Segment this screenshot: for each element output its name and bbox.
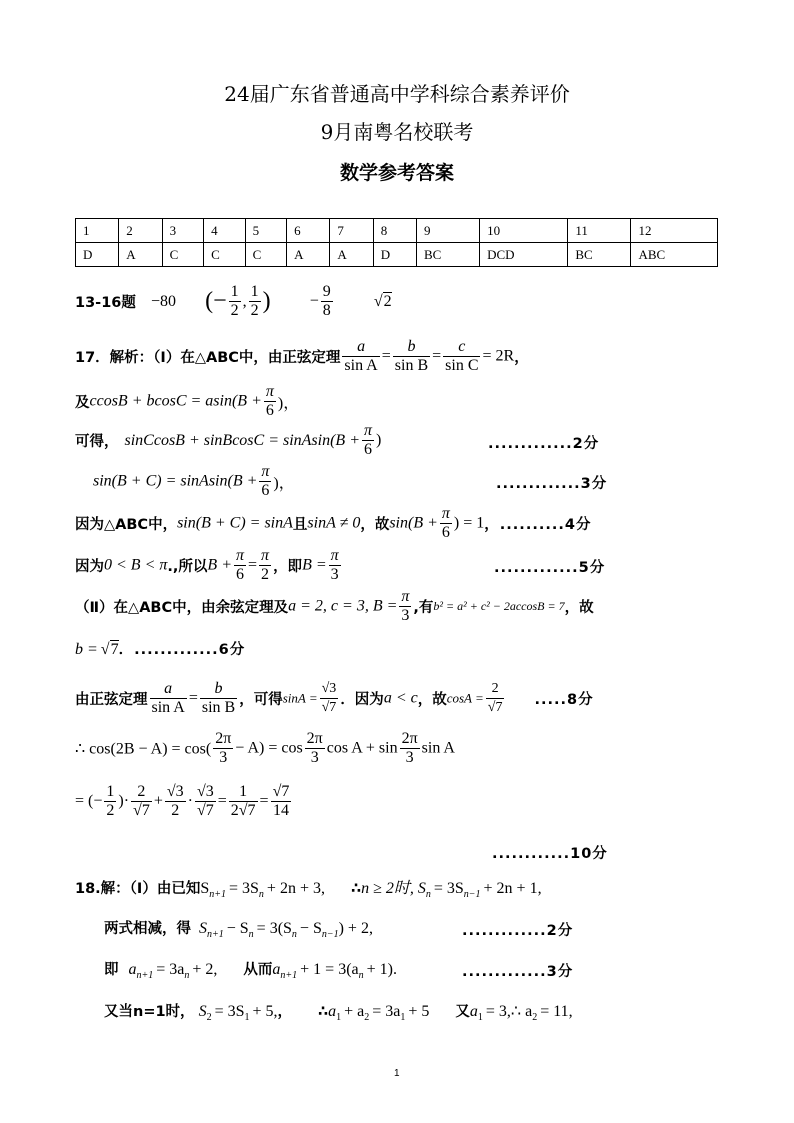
- subscript: n+1: [136, 970, 154, 982]
- subscript: n: [184, 970, 190, 982]
- frac-den: sin A: [151, 699, 185, 716]
- q17-line4: [93, 463, 295, 500]
- frac-den: 3: [330, 566, 339, 583]
- frac-num: π: [261, 463, 270, 480]
- frac-den: 6: [236, 566, 244, 583]
- question-number: 2: [119, 219, 162, 243]
- frac-den: 2: [106, 802, 115, 819]
- frac-num: π: [236, 547, 245, 564]
- expr: + a: [344, 1003, 365, 1020]
- text: 从而: [243, 962, 273, 978]
- question-number: 11: [568, 219, 631, 243]
- expr: + 5,: [252, 1003, 278, 1020]
- expr: ·: [187, 792, 193, 810]
- frac-den: 6: [364, 441, 372, 458]
- frac-num: √3: [166, 783, 184, 800]
- answer-cell: BC: [416, 243, 479, 267]
- expr: S: [199, 920, 207, 937]
- frac-den: 3: [405, 749, 414, 766]
- frac-den: √7: [321, 700, 337, 715]
- frac-den: 2√7: [230, 802, 256, 819]
- expr: = 3S: [229, 880, 259, 897]
- subscript: n+1: [207, 929, 224, 941]
- q17-line3: [75, 422, 381, 459]
- subscript: 1: [336, 1012, 342, 1024]
- q17-line9: [75, 680, 594, 717]
- frac-num: π: [441, 505, 450, 522]
- expr: =: [259, 792, 269, 810]
- frac-num: √7: [272, 783, 290, 800]
- frac-num: 1: [229, 783, 258, 802]
- score-mark: .............2分: [488, 436, 600, 452]
- expr: )，: [273, 475, 295, 492]
- frac-den: 6: [261, 482, 270, 499]
- expr: ): [376, 431, 382, 449]
- q18-line4: [104, 1000, 573, 1023]
- question-number: 4: [204, 219, 246, 243]
- q13-16-label: 13-16题: [75, 295, 136, 311]
- frac-den: 3: [219, 749, 228, 766]
- q15-sign: −: [309, 292, 319, 310]
- subscript: n−1: [321, 929, 339, 941]
- q14-num1: 1: [230, 283, 239, 300]
- q17-heading: 17．解析：（Ⅰ）在△ABC中，由正弦定理: [75, 350, 341, 366]
- text: 由正弦定理: [75, 692, 148, 708]
- subscript: n: [291, 929, 297, 941]
- sqrt-sign: √: [100, 641, 110, 658]
- expr: a < c: [383, 689, 418, 707]
- expr: sin A: [421, 739, 455, 757]
- frac-num: π: [401, 588, 410, 605]
- question-number: 5: [245, 219, 287, 243]
- subscript: n+1: [209, 889, 226, 901]
- expr: = 2R: [482, 347, 515, 365]
- frac-den: sin B: [201, 699, 236, 716]
- frac-num: 2: [131, 783, 152, 802]
- score-mark: .............3分: [462, 964, 574, 980]
- frac-num: π: [330, 547, 339, 564]
- expr: a: [469, 1003, 478, 1020]
- frac-num: 2π: [306, 730, 323, 747]
- expr: sinA =: [282, 690, 318, 706]
- doc-title-line1: 24届广东省普通高中学科综合素养评价: [224, 82, 570, 106]
- subscript: n: [425, 889, 431, 901]
- answer-cell: A: [119, 243, 162, 267]
- frac-num: π: [265, 383, 274, 400]
- expr: sin(B +: [389, 514, 438, 532]
- subscript: 1: [477, 1012, 483, 1024]
- question-number: 6: [287, 219, 330, 243]
- answer-table-answer-row: [76, 243, 718, 267]
- q14-open: (−: [205, 288, 227, 314]
- score-mark: .............5分: [494, 560, 606, 576]
- frac-num: √3: [196, 783, 214, 800]
- expr: cosA =: [446, 690, 484, 706]
- frac-num: a: [342, 338, 379, 357]
- expr: = 3,∴ a: [485, 1003, 533, 1020]
- q16-value: 2: [383, 292, 392, 310]
- sqrt-sign: √: [373, 292, 383, 310]
- q18-line3: [104, 958, 397, 981]
- expr: sinA ≠ 0: [307, 514, 361, 532]
- answer-cell: C: [204, 243, 246, 267]
- q13-answer: −80: [150, 292, 176, 310]
- answer-cell: D: [76, 243, 119, 267]
- answer-cell: C: [245, 243, 287, 267]
- expr: + 2n + 3,: [266, 880, 325, 897]
- frac-den: sin B: [394, 357, 429, 374]
- question-number: 12: [631, 219, 718, 243]
- expr: sin(B + C) = sinA: [177, 514, 293, 532]
- score-mark: .............2分: [462, 923, 574, 939]
- expr: B +: [207, 556, 232, 574]
- frac-den: 3: [401, 607, 410, 624]
- expr: a = 2, c = 3, B =: [288, 597, 398, 615]
- text: ，故: [564, 600, 594, 616]
- text: ，故: [417, 692, 447, 708]
- q17-line1: 17．解析：（Ⅰ）在△ABC中，由正弦定理 $\frac{a}{\text{sin A}}$ = $\frac{b}{\text{sin B}}$ = $\frac{c}{\text{sin C}}$ = 2R，: [75, 338, 529, 374]
- answer-cell: A: [330, 243, 373, 267]
- expr: sin(B + C) = sinAsin(B +: [93, 472, 258, 490]
- frac-num: π: [261, 547, 270, 564]
- score-mark: ，..........4分: [484, 517, 592, 533]
- expr: n ≥ 2时, S: [361, 880, 426, 897]
- subscript: 1: [400, 1012, 406, 1024]
- expr: 7: [110, 641, 119, 658]
- expr: S: [198, 1003, 207, 1020]
- q17-line11: [75, 783, 293, 820]
- text: 且: [292, 517, 308, 533]
- expr: 0 < B < π: [104, 556, 168, 574]
- frac-den: √7: [196, 802, 214, 819]
- text: ，故: [360, 517, 390, 533]
- doc-subtitle: 数学参考答案: [339, 162, 454, 184]
- expr: S: [200, 880, 210, 897]
- expr: + 5: [408, 1003, 430, 1020]
- text: ,有: [413, 600, 434, 616]
- frac-num: c: [443, 338, 480, 357]
- score-mark: .....8分: [534, 692, 594, 708]
- q15-answer: [310, 283, 335, 320]
- frac-den: 6: [265, 402, 274, 419]
- frac-den: 6: [441, 524, 450, 541]
- score-mark: .............3分: [496, 476, 608, 492]
- q17-line2: [75, 383, 299, 420]
- expr: )·: [118, 792, 130, 810]
- subscript: n−1: [463, 889, 481, 901]
- text: 因为△ABC中，: [75, 517, 178, 533]
- q17-line8: [75, 638, 245, 659]
- text: 两式相减，得: [104, 921, 191, 937]
- q17-line6: [75, 547, 343, 584]
- q14-answer: [205, 283, 271, 320]
- q17-line7: [75, 588, 594, 625]
- expr: =: [188, 689, 198, 707]
- expr: = 3(S: [256, 920, 292, 937]
- text: ，可得: [239, 692, 283, 708]
- frac-num: 2π: [401, 730, 418, 747]
- text: ∴: [318, 1004, 329, 1020]
- expr: B =: [302, 556, 327, 574]
- text: 因为: [75, 559, 104, 575]
- expr: b² = a² + c² − 2accosB = 7: [433, 599, 565, 613]
- subscript: n: [358, 970, 364, 982]
- expr: + 2n + 1,: [483, 880, 542, 897]
- expr: ccosB + bcosC = asin(B +: [89, 392, 262, 410]
- frac-den: 2: [171, 802, 180, 819]
- text: .,所以: [167, 559, 208, 575]
- question-number: 9: [416, 219, 479, 243]
- answer-cell: BC: [568, 243, 631, 267]
- frac-den: 2: [261, 566, 270, 583]
- expr: =: [217, 792, 227, 810]
- question-number: 8: [373, 219, 416, 243]
- q14-num2: 1: [250, 283, 259, 300]
- expr: +: [153, 792, 163, 810]
- text: ．因为: [340, 692, 384, 708]
- text: ，: [277, 1004, 293, 1020]
- subscript: 2: [206, 1012, 212, 1024]
- text: ，即: [273, 559, 303, 575]
- frac-den: sin C: [445, 357, 479, 374]
- punct: ，: [514, 350, 529, 366]
- expr: ) = 1: [453, 514, 485, 532]
- q18-line1: [75, 875, 542, 900]
- text: （Ⅱ）在△ABC中，由余弦定理及: [75, 600, 289, 616]
- expr: = 3S: [433, 880, 464, 897]
- subscript: 1: [244, 1012, 250, 1024]
- frac-den: 3: [310, 749, 319, 766]
- q14-den1: 2: [230, 302, 239, 319]
- answer-cell: DCD: [480, 243, 568, 267]
- q17-line5: [75, 505, 591, 542]
- frac-den: 14: [272, 802, 289, 819]
- expr: = 3a: [372, 1003, 401, 1020]
- frac-num: π: [364, 422, 373, 439]
- frac-den: sin A: [344, 357, 378, 374]
- answer-cell: D: [373, 243, 416, 267]
- frac-num: 2π: [215, 730, 232, 747]
- expr: a: [128, 961, 137, 978]
- expr: = 3S: [214, 1003, 245, 1020]
- frac-num: √3: [320, 680, 339, 699]
- subscript: n: [258, 889, 264, 901]
- expr: ∴ cos(2B − A) = cos(: [75, 740, 212, 758]
- subscript: n+1: [280, 970, 298, 982]
- expr: b =: [75, 641, 98, 658]
- q14-den2: 2: [250, 302, 259, 319]
- text: 即: [104, 962, 119, 978]
- frac-den: √7: [133, 802, 150, 819]
- frac-den: √7: [487, 700, 503, 715]
- expr: =: [248, 556, 258, 574]
- expr: = 3a: [156, 961, 185, 978]
- answer-cell: ABC: [631, 243, 718, 267]
- q14-close: ): [262, 288, 271, 314]
- expr: − S: [299, 920, 322, 937]
- q17-line10: [75, 730, 455, 767]
- answer-table: [75, 218, 718, 267]
- doc-title-line2: 9月南粤名校联考: [320, 120, 474, 144]
- frac-num: a: [150, 680, 187, 699]
- expr: )，: [277, 395, 300, 412]
- question-number: 10: [480, 219, 568, 243]
- expr: − A) = cos: [235, 739, 303, 757]
- expr: + 1).: [366, 961, 397, 978]
- page-number: 1: [394, 1068, 400, 1079]
- score-mark: ．.............6分: [118, 642, 246, 658]
- frac-num: b: [200, 680, 237, 699]
- answer-table-number-row: [76, 219, 718, 243]
- q15-den: 8: [322, 302, 331, 319]
- q13-16-line: [75, 283, 392, 320]
- frac-num: 2: [486, 680, 505, 699]
- answer-cell: A: [287, 243, 330, 267]
- text: 又: [455, 1004, 470, 1020]
- frac-num: b: [393, 338, 430, 357]
- q16-answer: [374, 293, 392, 310]
- subscript: 2: [364, 1012, 370, 1024]
- text: 又当n=1时，: [104, 1004, 195, 1020]
- answer-cell: C: [162, 243, 204, 267]
- q18-heading: 18.解：（Ⅰ）由已知: [75, 881, 201, 897]
- expr: = (−: [75, 792, 103, 810]
- score-mark: ............10分: [492, 846, 608, 862]
- expr: ) + 2,: [338, 920, 373, 937]
- expr: sinCcosB + sinBcosC = sinAsin(B +: [124, 431, 360, 449]
- expr: = 11,: [540, 1003, 573, 1020]
- expr: cos A + sin: [326, 739, 398, 757]
- q18-line2: [104, 917, 373, 940]
- text: ∴: [350, 881, 362, 897]
- question-number: 1: [76, 219, 119, 243]
- question-number: 3: [162, 219, 204, 243]
- text: 可得，: [75, 434, 119, 450]
- q14-comma: ,: [242, 293, 247, 310]
- expr: − S: [226, 920, 249, 937]
- q15-num: 9: [322, 283, 331, 300]
- subscript: 2: [532, 1012, 538, 1024]
- expr: a: [272, 961, 281, 978]
- frac-num: 1: [106, 783, 115, 800]
- text: 及: [75, 395, 90, 411]
- question-number: 7: [330, 219, 373, 243]
- expr: + 2,: [192, 961, 218, 978]
- subscript: n: [248, 929, 254, 941]
- expr: + 1 = 3(a: [300, 961, 359, 978]
- expr: a: [328, 1003, 337, 1020]
